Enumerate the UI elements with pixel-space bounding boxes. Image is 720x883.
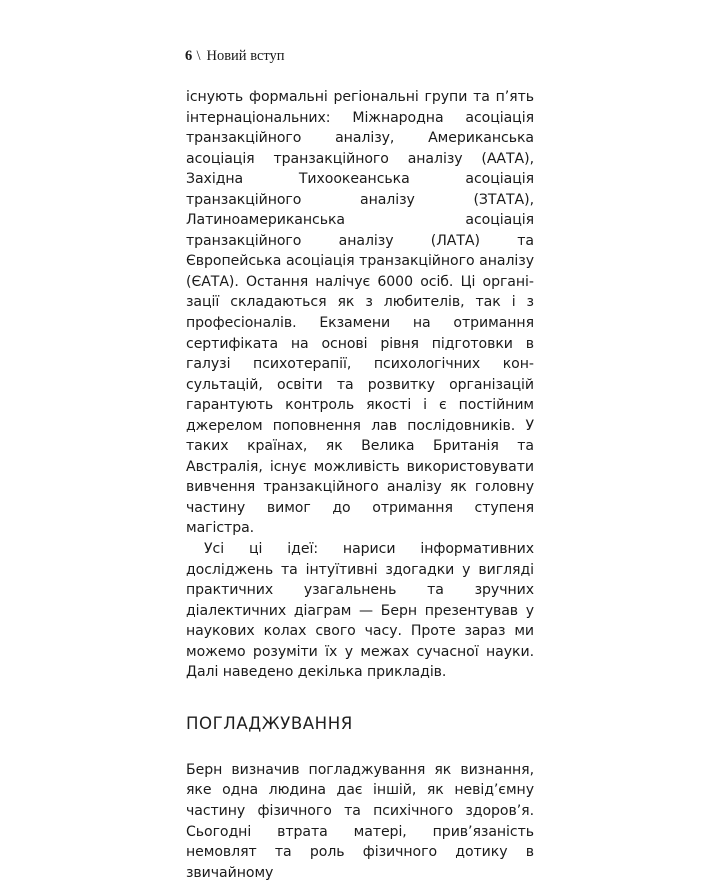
paragraph-ideas: Усі ці ідеї: нариси інформативних досліджень та інтуїтивні здогадки у вигляді практичних узагальнень та зручних діалектичних діаграм — Берн презентував у наукових колах свого часу. Проте зараз ми можемо розуміти їх у межах сучасної науки. Далі наведено декілька прикладів. (186, 541, 534, 681)
text-column (186, 0, 534, 883)
body-text (186, 87, 534, 683)
section-heading: ПОГЛАДЖУВАННЯ (186, 713, 353, 733)
paragraph-associations: існують формальні регіональні групи та п’ять інтернаціональних: Міжнародна асоціація транзакційного аналізу, Американська асоціація транзакційного аналізу (ААТА), Західна Тихоокеанська асоціація транзакційного аналізу (ЗТАТА), Латиноамериканська асоціація транзакційного аналізу (ЛАТА) та Європейська асоціація транзакційного аналізу (ЄАТА). Остання налічує 6000 осіб. Ці організації складаються як з любителів, так і з професіоналів. Екзамени на отримання сертифіката на основі рівня підготовки в галузі психотерапії, психологічних консультацій, освіти та розвитку організацій гарантують контроль якості і є постійним джерелом поповнення лав послідовників. У таких країнах, як Велика Британія та Австралія, існує можливість використовувати вивчення транзакційного аналізу як головну частину вимог до отримання ступеня магістра. (186, 89, 534, 537)
chapter-title: Новий вступ (206, 48, 285, 64)
running-head (185, 47, 534, 65)
section-body (186, 760, 534, 883)
running-head-separator: \ (196, 48, 201, 64)
page-number: 6 (185, 48, 193, 64)
paragraph-strokes: Берн визначив погладжування як визнання, яке одна людина дає іншій, як невід’ємну частину фізичного та психічного здоров’я. Сьогодні втрата матері, прив’язаність немовлят та роль фізичного дотику в звичайному (186, 761, 534, 881)
